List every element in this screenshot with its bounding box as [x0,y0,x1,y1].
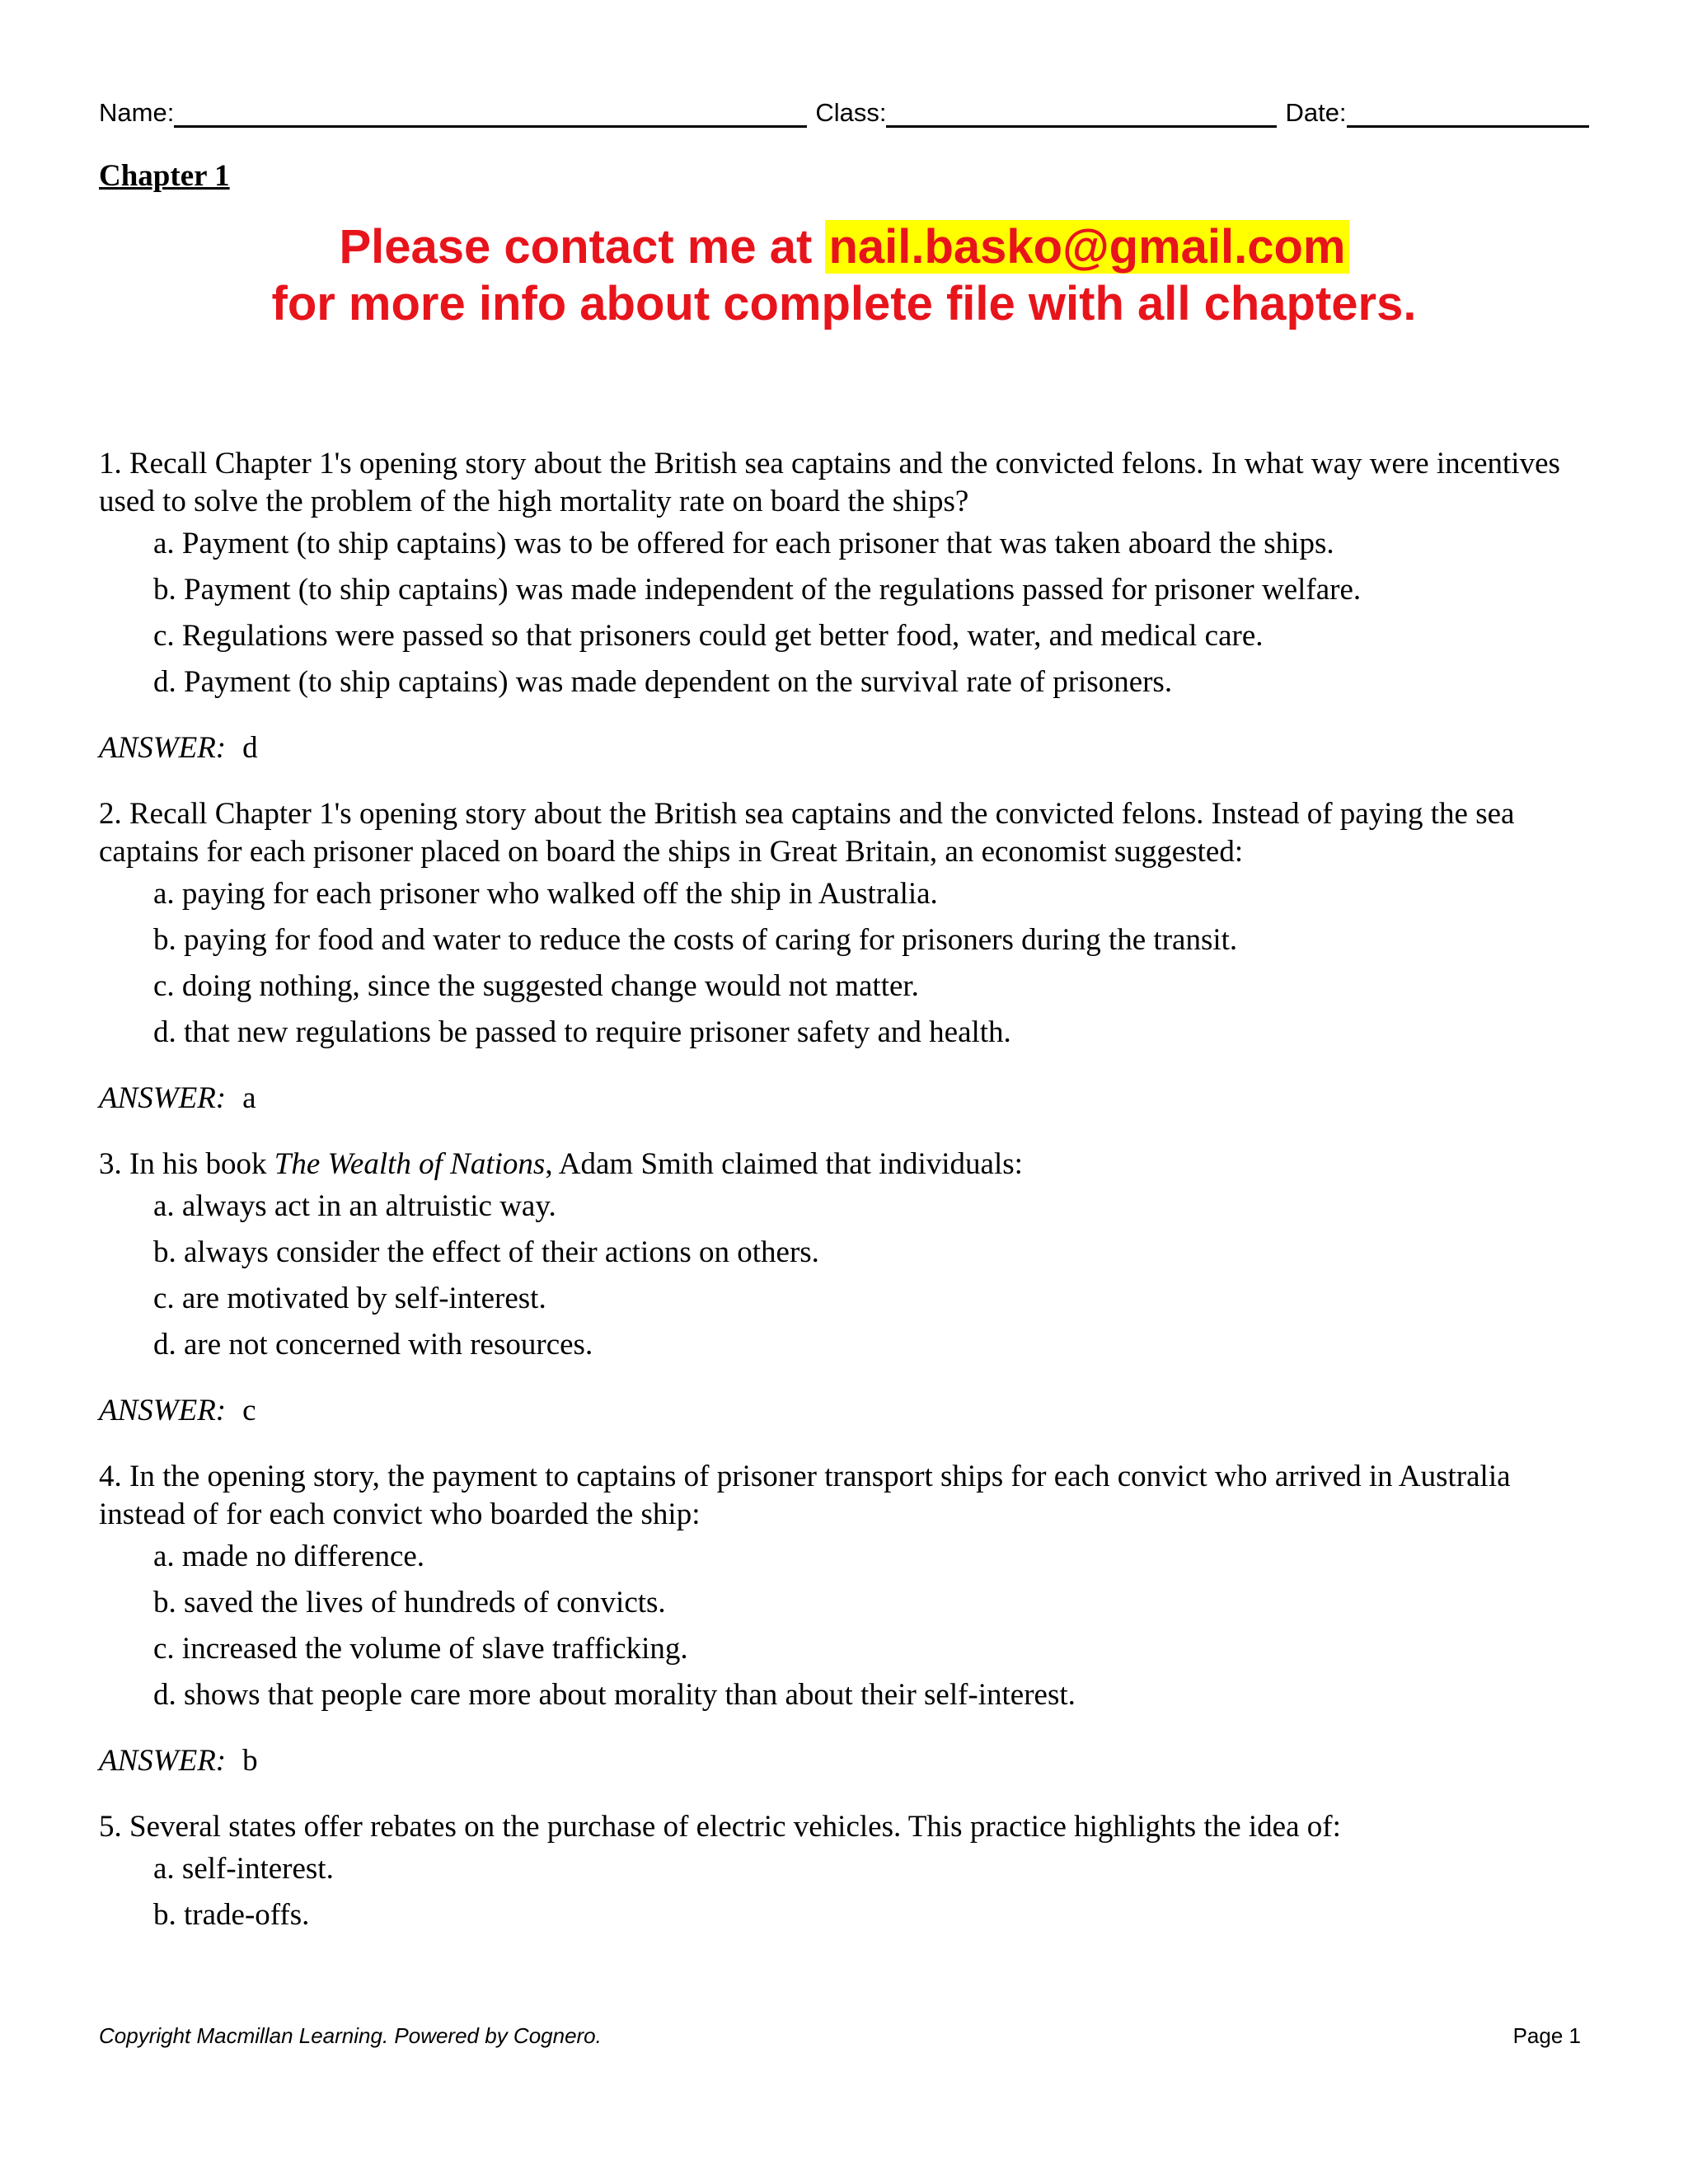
question-stem: 2. Recall Chapter 1's opening story about the British sea captains and the convicted felons. Instead of paying the sea captains for each prisoner placed on board the ships in Great Britain, an economist suggested: [99,797,1515,869]
question-4 [99,1458,1599,1779]
answer-line [99,1743,1599,1779]
answer-value: c [242,1394,256,1427]
option-d: d. shows that people care more about morality than about their self-interest. [153,1678,1076,1712]
option-b: b. always consider the effect of their actions on others. [153,1235,819,1269]
book-title: The Wealth of Nations [274,1147,546,1181]
option-c: c. are motivated by self-interest. [153,1282,546,1315]
promo-email: nail.basko@gmail.com [825,220,1348,274]
option-a: a. always act in an altruistic way. [153,1189,556,1223]
option-c: c. increased the volume of slave trafficking. [153,1632,688,1666]
promo-prefix: Please contact me at [339,220,826,274]
date-label: Date: [1285,98,1347,127]
promo-line-1 [0,219,1688,274]
question-stem: 1. Recall Chapter 1's opening story about the British sea captains and the convicted felons. In what way were incentives used to solve the problem of the high mortality rate on board the ships? [99,447,1560,518]
answer-label: ANSWER: [99,731,227,765]
option-b: b. Payment (to ship captains) was made independent of the regulations passed for prisoner welfare. [153,573,1362,607]
name-label: Name: [99,98,175,127]
footer-page-number: Page 1 [1512,2023,1581,2048]
answer-value: a [242,1081,256,1115]
answer-value: d [242,731,258,765]
promo-line-2: for more info about complete file with all chapters. [271,277,1417,330]
footer-copyright: Copyright Macmillan Learning. Powered by Cognero. [99,2023,602,2048]
question-stem: 5. Several states offer rebates on the purchase of electric vehicles. This practice highlights the idea of: [99,1810,1341,1844]
answer-label: ANSWER: [99,1081,227,1115]
option-b: b. trade-offs. [153,1898,310,1932]
question-stem [99,1146,1599,1183]
date-blank [1347,97,1589,128]
student-info-header [99,97,1589,128]
class-label: Class: [815,98,887,127]
question-3 [99,1146,1599,1428]
question-2 [99,795,1599,1116]
question-list [99,445,1599,1938]
chapter-title: Chapter 1 [99,159,230,193]
name-blank [174,97,807,128]
class-blank [886,97,1277,128]
option-d: d. Payment (to ship captains) was made dependent on the survival rate of prisoners. [153,665,1173,699]
option-b: b. paying for food and water to reduce the costs of caring for prisoners during the transit. [153,923,1238,957]
question-5 [99,1808,1599,1938]
stem-suffix: , Adam Smith claimed that individuals: [545,1147,1023,1181]
stem-prefix: 3. In his book [99,1147,274,1181]
option-a: a. paying for each prisoner who walked off the ship in Australia. [153,877,938,911]
option-a: a. self-interest. [153,1852,334,1886]
question-1 [99,445,1599,766]
answer-line [99,1393,1599,1428]
answer-label: ANSWER: [99,1394,227,1427]
option-c: c. doing nothing, since the suggested change would not matter. [153,969,919,1003]
answer-line [99,730,1599,766]
answer-value: b [242,1744,258,1778]
answer-line [99,1080,1599,1116]
option-a: a. made no difference. [153,1540,425,1573]
option-d: d. are not concerned with resources. [153,1328,593,1361]
option-d: d. that new regulations be passed to require prisoner safety and health. [153,1015,1011,1049]
option-c: c. Regulations were passed so that prisoners could get better food, water, and medical care. [153,619,1264,653]
answer-label: ANSWER: [99,1744,227,1778]
question-stem: 4. In the opening story, the payment to captains of prisoner transport ships for each convict who arrived in Australia instead of for each convict who boarded the ship: [99,1460,1511,1531]
option-b: b. saved the lives of hundreds of convicts. [153,1586,666,1619]
option-a: a. Payment (to ship captains) was to be offered for each prisoner that was taken aboard the ships. [153,527,1334,560]
